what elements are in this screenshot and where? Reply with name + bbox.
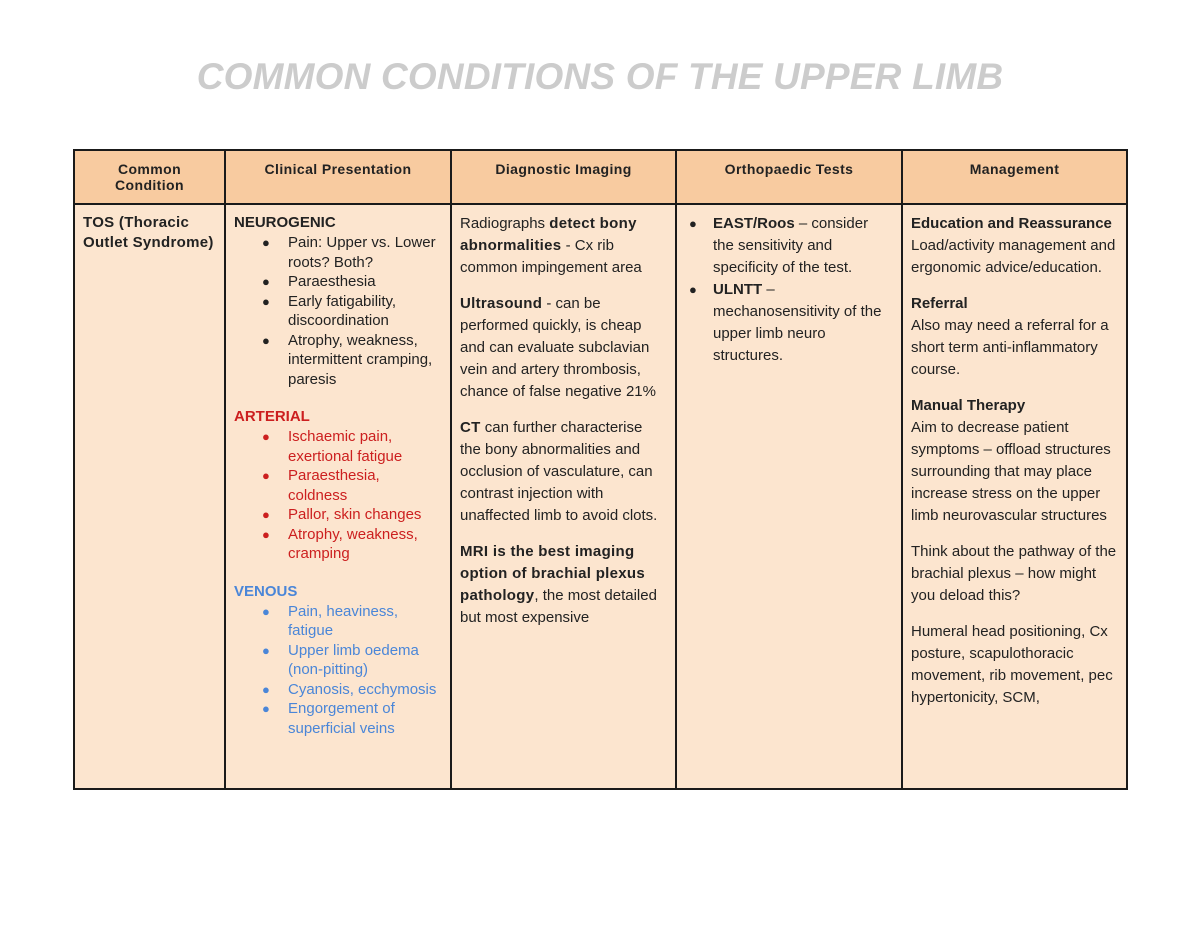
bullet-icon: ●	[262, 681, 270, 697]
list-item: ● Upper limb oedema (non-pitting)	[262, 641, 419, 678]
list-item: ● Pallor, skin changes	[262, 506, 422, 523]
page-title: COMMON CONDITIONS OF THE UPPER LIMB	[196, 56, 1004, 97]
list-item: ● Ischaemic pain, exertional fatigue	[262, 428, 403, 465]
header-diagnostic-imaging: Diagnostic Imaging	[451, 150, 676, 204]
list-item: ● Atrophy, weakness, cramping	[262, 525, 418, 562]
referral-block: Referral Also may need a referral for a short term anti-inflammatory course.	[911, 295, 1109, 378]
list-item: ● Cyanosis, ecchymosis	[262, 680, 437, 698]
list-item: ● Pain, heaviness, fatigue	[262, 602, 399, 639]
header-row	[74, 150, 1127, 204]
arterial-list	[234, 427, 442, 564]
bullet-icon: ●	[689, 282, 697, 297]
venous-heading: VENOUS	[234, 582, 298, 600]
list-item: ● EAST/Roos – consider the sensitivity and specificity of the test.	[689, 215, 869, 276]
tests-list	[685, 213, 893, 367]
education-block: Education and Reassurance Load/activity management and ergonomic advice/education.	[911, 215, 1116, 276]
conditions-table	[73, 149, 1128, 790]
mri-text: MRI is the best imaging option of brachial plexus pathology, the most detailed but most expensive	[460, 543, 657, 626]
header-orthopaedic-tests: Orthopaedic Tests	[676, 150, 902, 204]
condition-cell	[74, 204, 225, 789]
bullet-icon: ●	[262, 274, 270, 289]
bullet-icon: ●	[262, 526, 270, 542]
management-cell	[902, 204, 1127, 789]
header-common-condition: Common Condition	[74, 150, 225, 204]
list-item: ● Early fatigability, discoordination	[262, 292, 397, 329]
list-item: ● Pain: Upper vs. Lower roots? Both?	[262, 234, 436, 271]
arterial-heading: ARTERIAL	[234, 408, 310, 425]
bullet-icon: ●	[262, 507, 270, 522]
list-item: ● Engorgement of superficial veins	[262, 700, 395, 737]
table-row	[74, 204, 1127, 789]
bullet-icon: ●	[262, 468, 270, 483]
imaging-cell	[451, 204, 676, 789]
neurogenic-heading: NEUROGENIC	[234, 214, 336, 231]
bullet-icon: ●	[262, 235, 270, 250]
list-item: ● Paraesthesia, coldness	[262, 467, 380, 504]
list-item: ● Atrophy, weakness, intermittent cramping, paresis	[262, 331, 433, 388]
ultrasound-text: Ultrasound - can be performed quickly, is cheap and can evaluate subclavian vein and artery thrombosis, chance of false negative 21%	[460, 295, 656, 400]
radiographs-text: Radiographs detect bony abnormalities - Cx rib common impingement area	[460, 215, 642, 276]
clinical-cell	[225, 204, 451, 789]
manual-therapy-block: Manual Therapy Aim to decrease patient symptoms – offload structures surrounding that may place increase stress on the upper limb neurovascular structures	[911, 397, 1111, 524]
condition-name: TOS (Thoracic Outlet Syndrome)	[83, 214, 214, 251]
bullet-icon: ●	[262, 603, 270, 619]
bullet-icon: ●	[262, 332, 270, 348]
list-item: ● Paraesthesia	[262, 273, 376, 290]
list-item: ● ULNTT – mechanosensitivity of the upper limb neuro structures.	[689, 281, 882, 364]
positioning-text: Humeral head positioning, Cx posture, scapulothoracic movement, rib movement, pec hypertonicity, SCM,	[911, 623, 1113, 706]
pathway-text: Think about the pathway of the brachial plexus – how might you deload this?	[911, 543, 1117, 604]
bullet-icon: ●	[262, 429, 270, 444]
venous-list	[234, 602, 442, 739]
ct-text: CT can further characterise the bony abnormalities and occlusion of vasculature, can contrast injection with unaffected limb to avoid clots.	[460, 419, 658, 524]
bullet-icon: ●	[262, 293, 270, 309]
bullet-icon: ●	[262, 642, 270, 658]
bullet-icon: ●	[262, 701, 270, 716]
header-clinical-presentation: Clinical Presentation	[225, 150, 451, 204]
neurogenic-list	[234, 233, 442, 389]
bullet-icon: ●	[689, 216, 697, 231]
tests-cell	[676, 204, 902, 789]
header-management: Management	[902, 150, 1127, 204]
